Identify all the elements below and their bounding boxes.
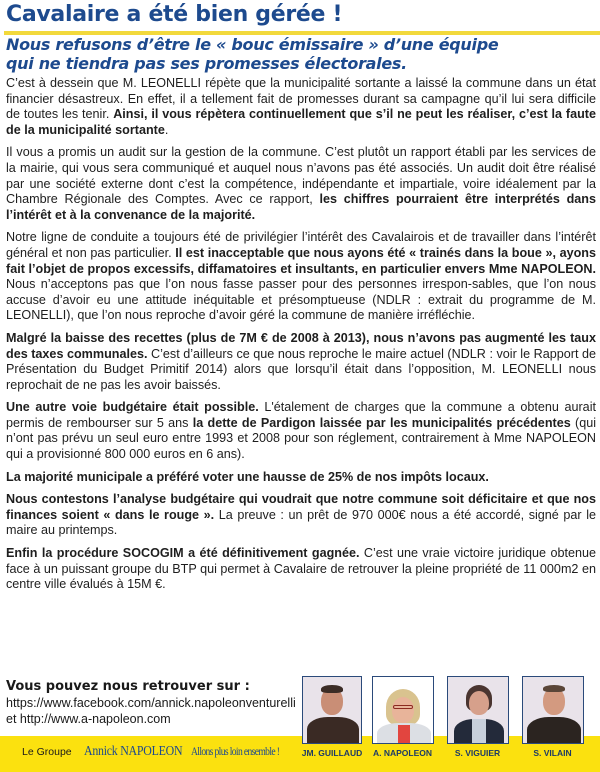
paragraph-text: C’est d’ailleurs ce que nous reproche le maire actuel (NDLR : voir le Rapport de Présentation du Budget Primitif 2014) alors que lorsqu’il était dans l’opposition, M. LEONELLI nous reprochait de ne pas les avoir baissés.: [6, 346, 596, 392]
member-name: S. VILAIN: [533, 748, 572, 758]
portrait-photo-icon: [372, 676, 434, 744]
article-paragraph: [6, 331, 596, 393]
subtitle-line-1: Nous refusons d’être le « bouc émissaire » d’une équipe: [6, 35, 499, 54]
paragraph-text: L'étalement de charges que la commune a obtenu aurait permis de rembourser sur 5 ans: [6, 400, 596, 430]
contact-block: [6, 678, 296, 727]
team-member: [302, 676, 362, 758]
bold-emphasis-text: Malgré la baisse des recettes (plus de 7M € de 2008 à 2013), nous n’avons pas augmenté les taux des taxes communales.: [6, 330, 596, 361]
article-body: [6, 76, 596, 600]
contact-title: Vous pouvez nous retrouver sur :: [6, 679, 250, 694]
bold-emphasis-text: les chiffres pourraient être interprétés dans l’intérêt et à la convenance de la majorité.: [6, 192, 596, 222]
member-name: JM. GUILLAUD: [301, 748, 363, 758]
website-link[interactable]: et http://www.a-napoleon.com: [6, 712, 171, 726]
team-member: [368, 676, 437, 758]
paragraph-text: (qui n’ont pas prévu un seul euro entre 1993 et 2008 pour son réglement, contrairement à Mme NAPOLEON qui a provisionné 800 000 euros en 6 ans).: [6, 415, 597, 462]
article-paragraph: [6, 470, 596, 486]
paragraph-text: C’est une vraie victoire juridique obtenue face à un puissant groupe du BTP qui permet à Cavalaire de retrouver la pleine propriété de 11 000m2 en centre ville évalués à 15M €.: [6, 546, 596, 592]
footer-slogan: [22, 744, 302, 760]
page-title: Cavalaire a été bien gérée !: [6, 2, 343, 27]
bold-emphasis-text: La majorité municipale a préféré voter une hausse de 25% de nos impôts locaux.: [6, 469, 489, 484]
bold-emphasis-text: Nous contestons l’analyse budgétaire qui voudrait que notre commune soit déficitaire et que nos finances soient « dans le rouge ».: [6, 492, 596, 522]
article-paragraph: [6, 230, 596, 324]
group-motto: Allons plus loin ensemble !: [191, 744, 280, 758]
portrait-photo-icon: [302, 676, 362, 744]
paragraph-text: .: [164, 122, 169, 137]
group-name-logo: Annick NAPOLEON: [83, 744, 182, 759]
article-paragraph: [6, 492, 596, 539]
subtitle: [6, 35, 498, 73]
article-paragraph: [6, 76, 596, 138]
article-paragraph: [6, 400, 596, 462]
facebook-link[interactable]: https://www.facebook.com/annick.napoleonventurelli: [6, 696, 296, 710]
team-portraits: [302, 676, 587, 758]
portrait-photo-icon: [447, 676, 509, 744]
paragraph-text: Il vous a promis un audit sur la gestion de la commune. C’est plutôt un rapport établi par les services de la mairie, qui vous sera communiqué et auquel nous n’avons pas été associés. Un audit doit être réalisé par une société externe dont c’est la compétence, indépendante et impartiale, voire idéalement par la Chambre Régionale des Comptes. Avec ce rapport,: [6, 145, 596, 207]
paragraph-text: C’est à dessein que M. LEONELLI répète que la municipalité sortante a laissé la commune dans un état financier désastreux. En effet, il a tellement fait de promesses durant sa campagne qu’il lui sera difficile de toutes les tenir.: [6, 76, 596, 122]
bold-emphasis-text: Il est inacceptable que nous ayons été « trainés dans la boue », ayons fait l’objet de propos excessifs, diffamatoires et insultants, en particulier envers Mme NAPOLEON.: [6, 245, 596, 276]
team-member: [518, 676, 587, 758]
bold-emphasis-text: la dette de Pardigon laissée par les municipalités précédentes: [192, 415, 571, 430]
article-paragraph: [6, 546, 596, 593]
paragraph-text: La preuve : un prêt de 970 000€ nous a été accordé, signé par le maire au printemps.: [6, 507, 596, 538]
member-name: A. NAPOLEON: [372, 748, 433, 758]
bold-emphasis-text: Ainsi, il vous répètera continuellement que s’il ne peut les réaliser, c’est la faute de la municipalité sortante: [6, 107, 596, 137]
member-name: S. VIGUIER: [454, 748, 501, 758]
bold-emphasis-text: Une autre voie budgétaire était possible.: [6, 400, 259, 415]
le-groupe-label: Le Groupe: [22, 746, 72, 758]
article-paragraph: [6, 145, 596, 223]
team-member: [443, 676, 512, 758]
portrait-photo-icon: [522, 676, 584, 744]
subtitle-line-2: qui ne tiendra pas ses promesses électorales.: [6, 54, 407, 73]
bold-emphasis-text: Enfin la procédure SOCOGIM a été définitivement gagnée.: [6, 546, 360, 561]
paragraph-text: Nous n’acceptons pas que l’on nous fasse passer pour des personnes irrespon-sables, que l’on nous accuse d’avoir eu une attitude inéquitable et présomptueuse (NDLR : extrait du programme de M. LEONELLI), que l’on nous reproche d’avoir géré la commune de manière irréfléchie.: [6, 277, 596, 323]
paragraph-text: Notre ligne de conduite a toujours été de privilégier l’intérêt des Cavalairois et de travailler dans l’intérêt général et non pas particulier.: [6, 230, 596, 260]
